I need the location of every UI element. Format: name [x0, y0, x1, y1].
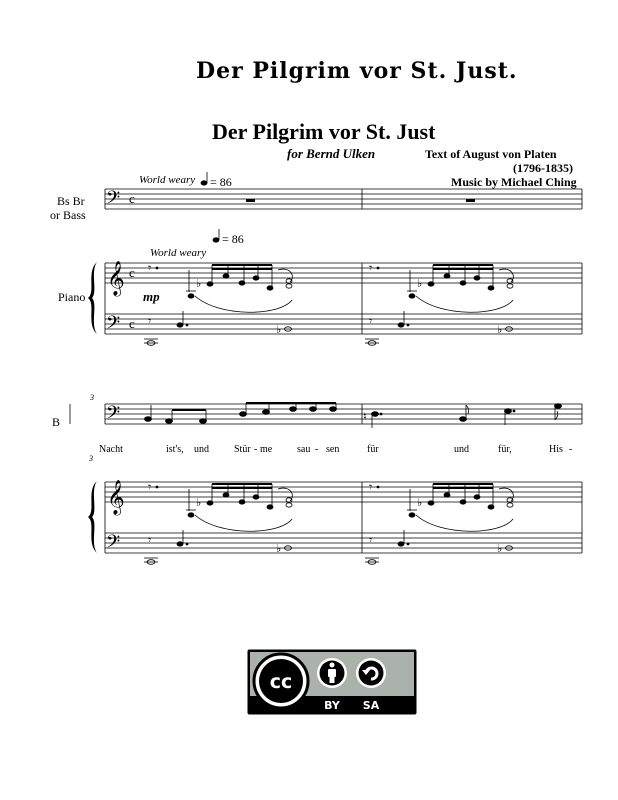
lyric-syllable: His: [549, 444, 563, 455]
time-signature: c: [129, 191, 135, 206]
voice-staff-1: [105, 189, 582, 209]
piano-figure: [144, 261, 292, 345]
lyric-syllable: me: [260, 444, 273, 455]
voice-label-2: or Bass: [50, 208, 86, 222]
dedication: for Bernd Ulken: [287, 146, 376, 161]
piano-label: Piano: [58, 290, 86, 304]
piano-treble-staff-2: [105, 482, 582, 502]
whole-rest: [246, 199, 475, 202]
svg-text:♭: ♭: [196, 277, 202, 290]
piano-brace: [88, 262, 97, 553]
metronome-voice: = 86: [210, 175, 232, 189]
lyric-syllable: Nacht: [99, 444, 123, 455]
lyric-hyphen: -: [569, 444, 573, 455]
lyric-syllable: Stür: [234, 444, 251, 455]
piano-figure: [365, 261, 513, 345]
svg-text:𝄾: 𝄾: [148, 314, 152, 328]
metronome-note-icon: [213, 238, 219, 242]
text-dates: (1796-1835): [513, 161, 573, 175]
svg-text:cc: cc: [269, 671, 293, 693]
time-signature: c: [129, 316, 135, 331]
measure-number-piano: 3: [89, 454, 93, 463]
tempo-text-voice: World weary: [139, 174, 196, 186]
svg-text:♮: ♮: [363, 410, 367, 423]
lyric-hyphen: -: [254, 444, 258, 455]
by-label: BY: [324, 699, 340, 712]
treble-clef-icon: 𝄞: [107, 480, 125, 515]
piano-figure: [144, 480, 292, 564]
metronome-piano: = 86: [222, 232, 244, 246]
piece-title: Der Pilgrim vor St. Just: [212, 119, 436, 144]
voice-staff-2: [105, 404, 582, 424]
bass-clef-icon: 𝄢: [106, 403, 121, 428]
lyric-syllable: für: [367, 444, 379, 455]
lyric-syllable: für,: [498, 444, 512, 455]
lyric-syllable: sen: [326, 444, 340, 455]
sa-label: SA: [362, 699, 380, 712]
dynamic-marking: mp: [143, 289, 160, 304]
by-person-icon: [317, 658, 347, 688]
lyric-syllable: ist's,: [166, 444, 184, 455]
metronome-note-icon: [201, 181, 207, 185]
gothic-title: Der Pilgrim vor St. Just.: [196, 58, 518, 84]
cc-icon: [254, 654, 308, 708]
lyric-syllable: und: [454, 444, 469, 455]
svg-text:♭: ♭: [276, 323, 282, 336]
voice-label: Bs Br: [57, 194, 85, 208]
lyric-syllable: sau: [297, 444, 311, 455]
voice-label-bass: B: [52, 415, 61, 429]
time-signature: c: [129, 265, 135, 280]
music-credit: Music by Michael Ching: [451, 175, 577, 189]
bass-clef-icon: 𝄢: [106, 313, 121, 338]
text-credit: Text of August von Platen: [425, 147, 557, 161]
bass-clef-icon: 𝄢: [106, 188, 121, 213]
sa-icon: [356, 658, 386, 688]
tempo-text-piano: World weary: [150, 247, 207, 259]
treble-clef-icon: 𝄞: [107, 261, 125, 296]
measure-number-voice: 3: [90, 393, 94, 402]
piano-treble-staff-1: [105, 263, 582, 283]
lyric-syllable: und: [194, 444, 209, 455]
cc-license-badge: [247, 649, 417, 715]
lyric-hyphen: -: [315, 444, 319, 455]
bass-clef-icon: 𝄢: [106, 532, 121, 557]
svg-text:𝄾: 𝄾: [148, 261, 152, 275]
piano-figure: [365, 480, 513, 564]
